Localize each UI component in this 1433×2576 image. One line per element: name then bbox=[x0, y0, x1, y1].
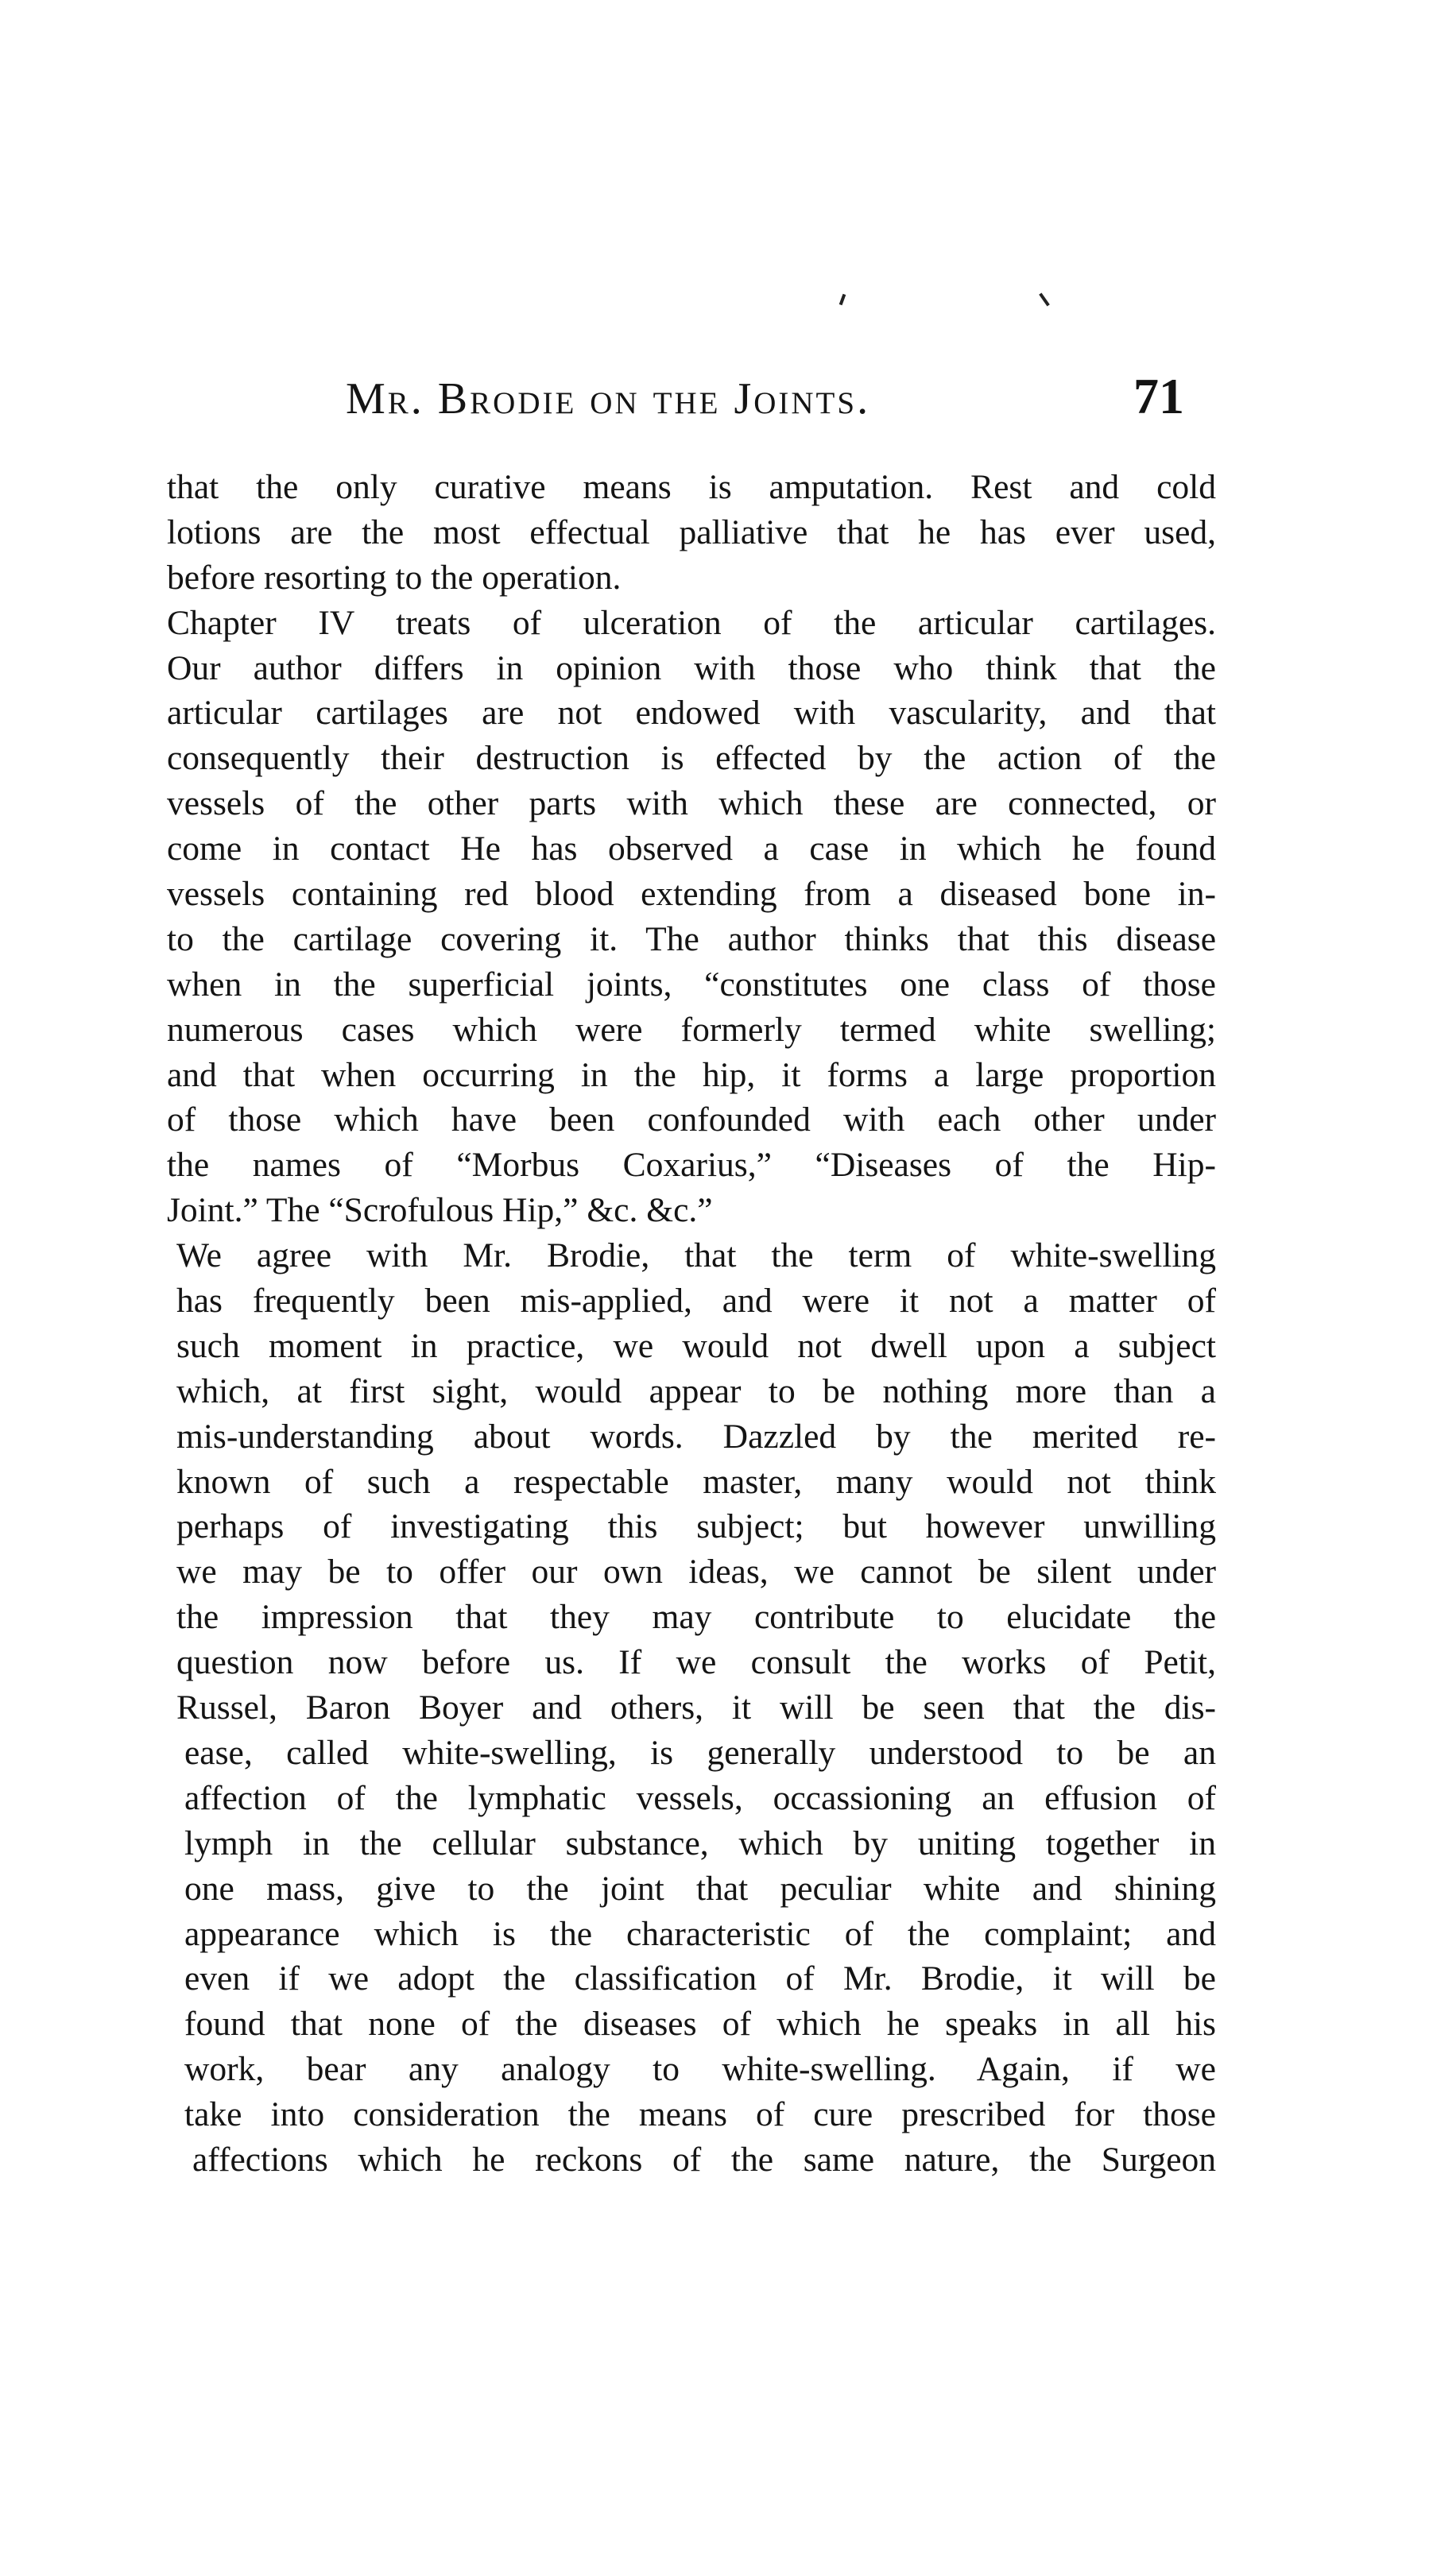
text-line: We agree with Mr. Brodie, that the term of white-swelling bbox=[176, 1236, 1216, 1275]
text-line: the impression that they may contribute to elucidate the bbox=[176, 1598, 1216, 1637]
text-line: even if we adopt the classification of Mr. Brodie, it will be bbox=[184, 1959, 1216, 1998]
text-line: affection of the lymphatic vessels, occassioning an effusion of bbox=[184, 1778, 1216, 1817]
text-line: vessels of the other parts with which these are connected, or bbox=[167, 784, 1216, 823]
text-line: the names of “Morbus Coxarius,” “Diseases of the Hip- bbox=[167, 1146, 1216, 1185]
text-line: vessels containing red blood extending from a diseased bone in- bbox=[167, 875, 1216, 914]
text-line: consequently their destruction is effected by the action of the bbox=[167, 739, 1216, 778]
page-number: 71 bbox=[1133, 368, 1184, 424]
text-line: such moment in practice, we would not dwell upon a subject bbox=[176, 1326, 1216, 1365]
text-line: ease, called white-swelling, is generally understood to be an bbox=[184, 1733, 1216, 1772]
text-line: numerous cases which were formerly termed white swelling; bbox=[167, 1010, 1216, 1049]
text-line: that the only curative means is amputation. Rest and cold bbox=[167, 468, 1216, 506]
text-line: lotions are the most effectual palliative that he has ever used, bbox=[167, 512, 1216, 551]
text-line: Joint.” The “Scrofulous Hip,” &c. &c.” bbox=[167, 1191, 713, 1230]
ink-speck-mark bbox=[1039, 292, 1050, 306]
text-line: mis-understanding about words. Dazzled by the merited re- bbox=[176, 1417, 1216, 1456]
text-line: of those which have been confounded with each other under bbox=[167, 1100, 1216, 1139]
text-line: appearance which is the characteristic of the complaint; and bbox=[184, 1914, 1216, 1953]
text-line: when in the superficial joints, “constitutes one class of those bbox=[167, 965, 1216, 1004]
text-line: to the cartilage covering it. The author thinks that this disease bbox=[167, 919, 1216, 958]
text-line: found that none of the diseases of which he speaks in all his bbox=[184, 2005, 1216, 2044]
text-line: which, at first sight, would appear to be nothing more than a bbox=[176, 1371, 1216, 1410]
text-line: work, bear any analogy to white-swelling. Again, if we bbox=[184, 2050, 1216, 2089]
text-line: and that when occurring in the hip, it forms a large proportion bbox=[167, 1055, 1216, 1094]
page-header bbox=[318, 367, 1184, 431]
ink-speck-mark bbox=[839, 294, 846, 306]
text-line: affections which he reckons of the same nature, the Surgeon bbox=[192, 2140, 1216, 2179]
text-line: Russel, Baron Boyer and others, it will be seen that the dis- bbox=[176, 1688, 1216, 1727]
text-line: one mass, give to the joint that peculiar white and shining bbox=[184, 1869, 1216, 1908]
text-line: perhaps of investigating this subject; but however unwilling bbox=[176, 1507, 1216, 1546]
text-line: we may be to offer our own ideas, we cannot be silent under bbox=[176, 1553, 1216, 1592]
text-line: articular cartilages are not endowed with vascularity, and that bbox=[167, 694, 1216, 733]
text-line: Our author differs in opinion with those who think that the bbox=[167, 648, 1216, 687]
text-line: known of such a respectable master, many would not think bbox=[176, 1462, 1216, 1501]
body-text bbox=[167, 465, 1216, 2183]
text-line: question now before us. If we consult the works of Petit, bbox=[176, 1643, 1216, 1682]
text-line: Chapter IV treats of ulceration of the articular cartilages. bbox=[167, 603, 1216, 642]
running-head: Mr. Brodie on the Joints. bbox=[346, 374, 871, 424]
text-line: lymph in the cellular substance, which by uniting together in bbox=[184, 1824, 1216, 1862]
text-line: has frequently been mis-applied, and were it not a matter of bbox=[176, 1282, 1216, 1321]
text-line: come in contact He has observed a case in which he found bbox=[167, 830, 1216, 868]
text-line: before resorting to the operation. bbox=[167, 558, 622, 597]
text-line: take into consideration the means of cure prescribed for those bbox=[184, 2095, 1216, 2134]
